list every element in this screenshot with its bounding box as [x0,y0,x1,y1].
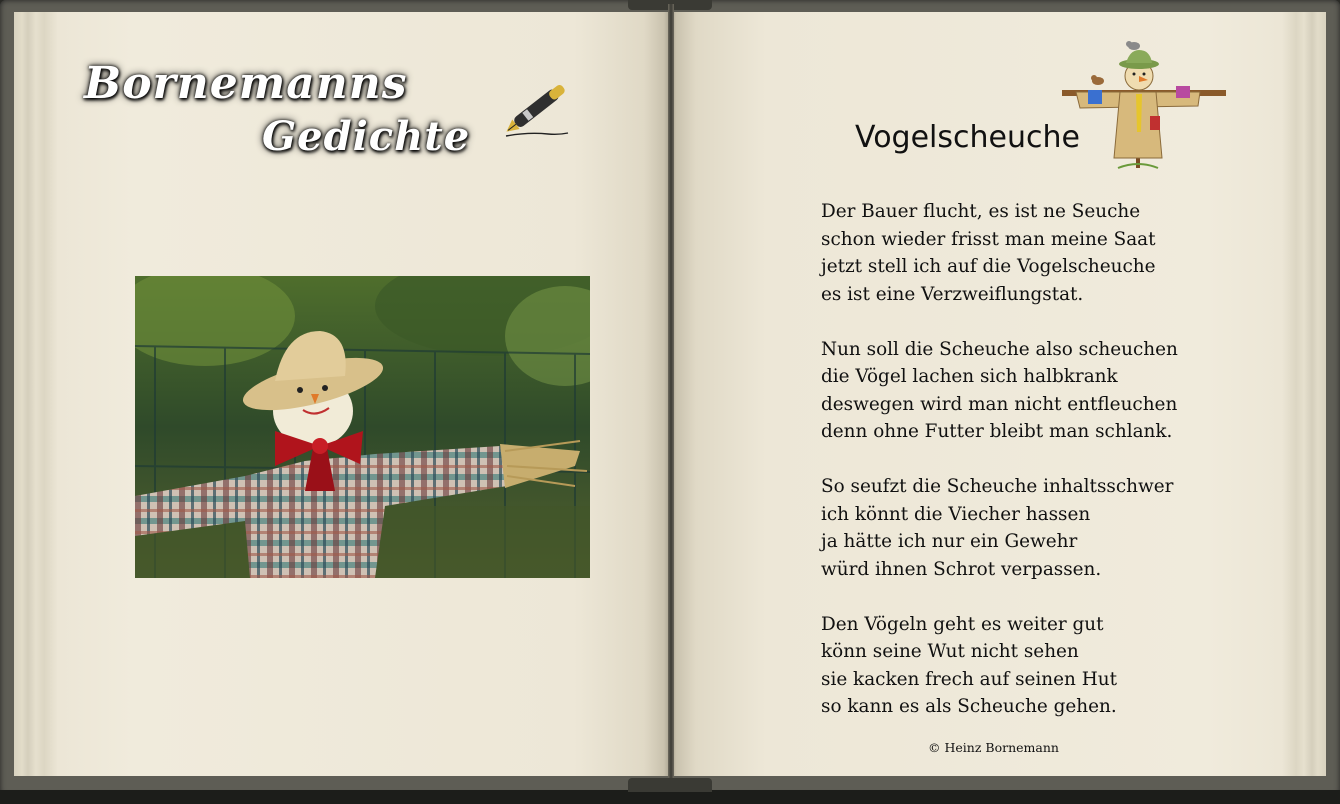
poem-line: die Vögel lachen sich halbkrank [821,366,1118,387]
poem-line: so kann es als Scheuche gehen. [821,696,1117,717]
brand-title-line2: Gedichte [262,113,471,160]
copyright-notice: © Heinz Bornemann [928,740,1059,755]
scarecrow-photo [135,276,590,578]
poem-line: könn seine Wut nicht sehen [821,641,1079,662]
book-clip-bottom [628,778,712,792]
book-spine [668,4,674,784]
poem-line: Nun soll die Scheuche also scheuchen [821,338,1178,360]
stanza [821,473,1178,583]
poem-line: jetzt stell ich auf die Vogelscheuche [821,256,1156,277]
poem-line: ich könnt die Viecher hassen [821,503,1091,525]
poem-line: So seufzt die Scheuche inhaltsschwer [821,476,1174,497]
poem-line: sie kacken frech auf seinen Hut [821,668,1118,690]
stanza [821,336,1178,446]
scarecrow-illustration-icon [1058,36,1230,172]
fountain-pen-icon [498,72,580,142]
poem-line: schon wieder frisst man meine Saat [821,228,1156,250]
poem-line: würd ihnen Schrot verpassen. [821,558,1102,580]
bottom-edge [0,790,1340,804]
poem-line: es ist eine Verzweiflungstat. [821,283,1084,305]
poem-line: Den Vögeln geht es weiter gut [821,613,1104,635]
poem-title: Vogelscheuche [855,120,1080,155]
stanza [821,198,1178,308]
poem-line: denn ohne Futter bleibt man schlank. [821,421,1173,442]
brand-title-line1: Bornemanns [84,58,408,109]
poem-line: deswegen wird man nicht entfleuchen [821,393,1178,415]
poem-line: ja hätte ich nur ein Gewehr [821,531,1078,552]
stanza [821,611,1178,721]
poem-line: Der Bauer flucht, es ist ne Seuche [821,201,1141,222]
poem-body [821,198,1178,748]
